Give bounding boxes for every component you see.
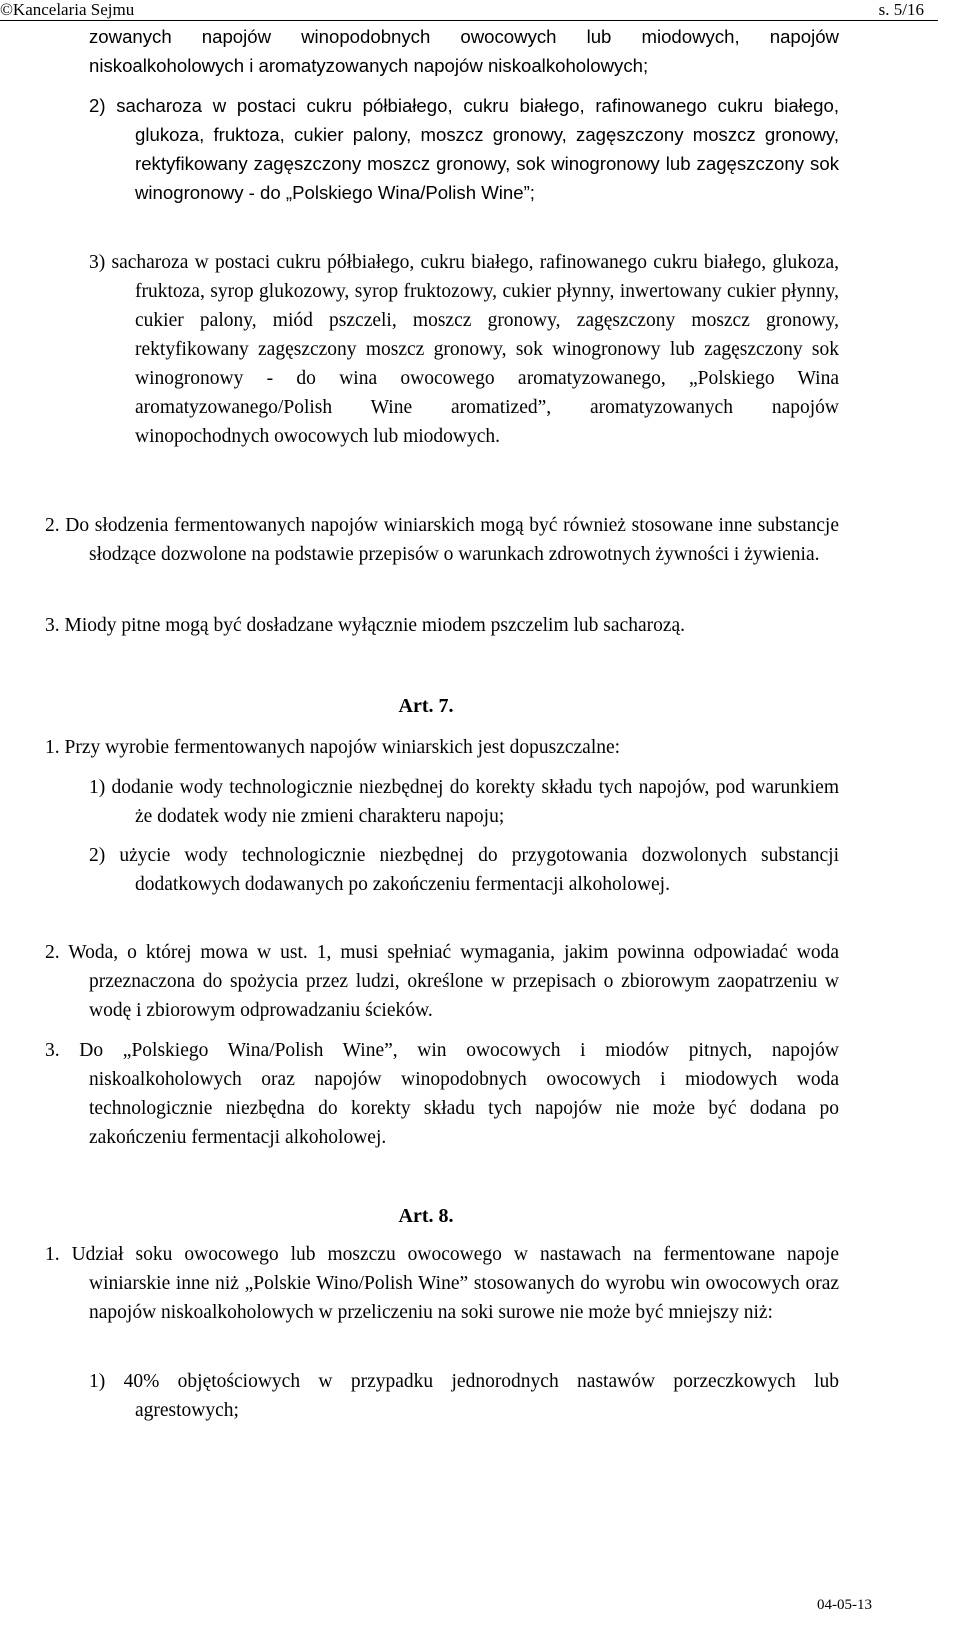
- article-8-heading: Art. 8.: [398, 1205, 454, 1227]
- paragraph-7-1: 1. Przy wyrobie fermentowanych napojów winiarskich jest dopuszczalne:: [45, 737, 621, 758]
- page-header-left: ©Kancelaria Sejmu: [0, 0, 135, 19]
- paragraph-7-2: 2. Woda, o której mowa w ust. 1, musi spełniać wymagania, jakim powinna odpowiadać woda przeznaczona do spożycia przez ludzi, określone w przepisach o zbiorowym zaopatrzeniu w wodę i zbiorowym odprowadzaniu ścieków.: [45, 942, 839, 1021]
- list-item-3: 3) sacharoza w postaci cukru półbiałego, cukru białego, rafinowanego cukru białego, glukoza, fruktoza, syrop glukozowy, syrop fruktozowy, cukier płynny, inwertowany cukier płynny, cukier palony, miód pszczeli, moszcz gronowy, zagęszczony moszcz gronowy, rektyfikowany zagęszczony moszcz gronowy, sok winogronowy lub zagęszczony sok winogronowy - do wina owocowego aromatyzowanego, „Polskiego Wina aromatyzowanego/Polish Wine aromatized”, aromatyzowanych napojów winopochodnych owocowych lub miodowych.: [89, 252, 839, 447]
- paragraph-8-1: 1. Udział soku owocowego lub moszczu owocowego w nastawach na fermentowane napoje winiarskie inne niż „Polskie Wino/Polish Wine” stosowanych do wyrobu win owocowych oraz napojów niskoalkoholowych w przeliczeniu na soki surowe nie może być mniejszy niż:: [45, 1244, 839, 1323]
- list-item-7-1-1: 1) dodanie wody technologicznie niezbędnej do korekty składu tych napojów, pod warunkiem że dodatek wody nie zmieni charakteru napoju;: [89, 777, 839, 827]
- page-number: s. 5/16: [878, 0, 924, 19]
- header-rule: [0, 20, 938, 21]
- paragraph-6-3: 3. Miody pitne mogą być dosładzane wyłącznie miodem pszczelim lub sacharozą.: [45, 615, 686, 636]
- list-item-8-1-1: 1) 40% objętościowych w przypadku jednorodnych nastawów porzeczkowych lub agrestowych;: [89, 1371, 839, 1421]
- paragraph-7-3: 3. Do „Polskiego Wina/Polish Wine”, win owocowych i miodów pitnych, napojów niskoalkoholowych oraz napojów winopodobnych owocowych i miodowych woda technologicznie niezbędna do korekty składu tych napojów nie może być dodana po zakończeniu fermentacji alkoholowej.: [45, 1040, 839, 1148]
- paragraph-6-2: 2. Do słodzenia fermentowanych napojów winiarskich mogą być również stosowane inne substancje słodzące dozwolone na podstawie przepisów o warunkach zdrowotnych żywności i żywienia.: [45, 515, 839, 565]
- list-item-7-1-2: 2) użycie wody technologicznie niezbędnej do przygotowania dozwolonych substancji dodatkowych dodawanych po zakończeniu fermentacji alkoholowej.: [89, 845, 839, 895]
- article-7-heading: Art. 7.: [398, 695, 454, 717]
- footer-date: 04-05-13: [817, 1597, 872, 1613]
- list-item-2: 2) sacharoza w postaci cukru półbiałego, cukru białego, rafinowanego cukru białego, glukoza, fruktoza, cukier palony, moszcz gronowy, zagęszczony moszcz gronowy, rektyfikowany zagęszczony moszcz gronowy, sok winogronowy lub zagęszczony sok winogronowy - do „Polskiego Wina/Polish Wine”;: [89, 95, 839, 203]
- paragraph-continuation: zowanych napojów winopodobnych owocowych lub miodowych, napojów niskoalkoholowych i aromatyzowanych napojów niskoalkoholowych;: [89, 26, 839, 76]
